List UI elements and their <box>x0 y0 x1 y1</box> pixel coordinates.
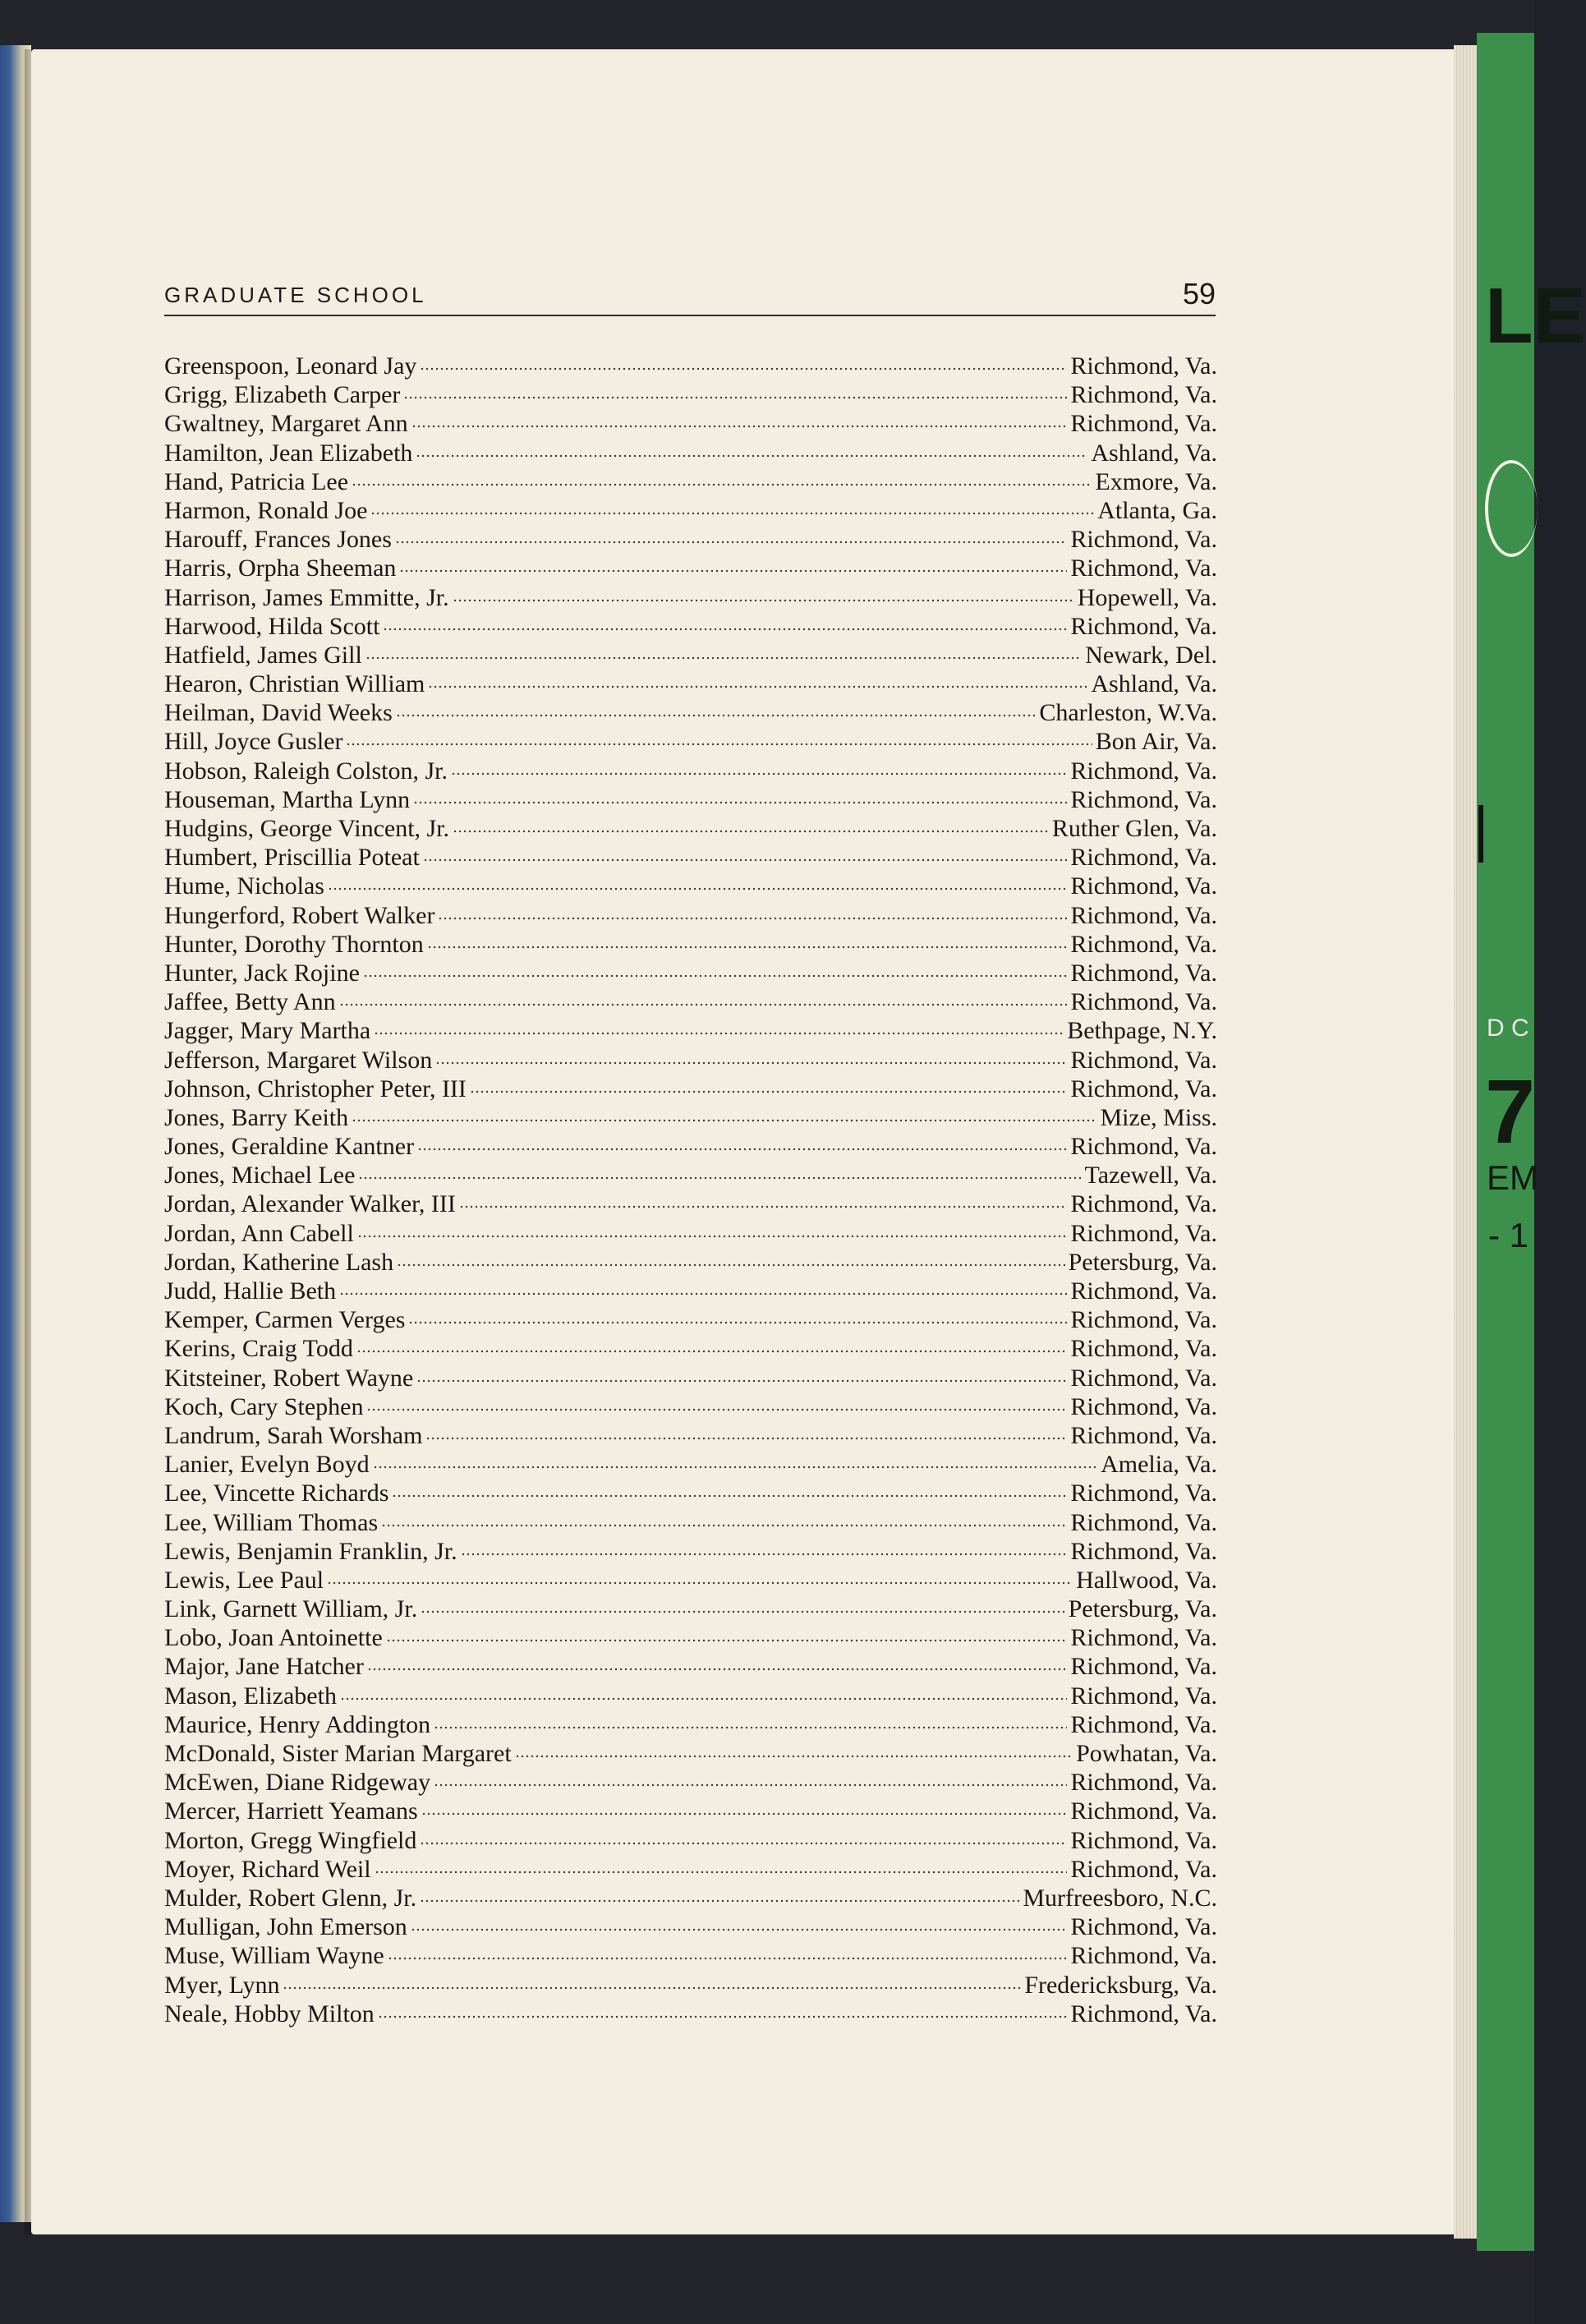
dot-leader <box>411 1927 1068 1932</box>
student-name: Jefferson, Margaret Wilson <box>164 1046 433 1074</box>
student-name: Lanier, Evelyn Boyd <box>164 1451 370 1479</box>
hometown: Richmond, Va. <box>1070 2000 1217 2027</box>
dot-leader <box>417 1147 1067 1152</box>
dot-leader <box>363 973 1067 978</box>
hometown: Richmond, Va. <box>1070 785 1217 813</box>
dot-leader <box>381 1523 1067 1528</box>
list-item <box>164 1479 1217 1507</box>
list-item <box>164 1884 1217 1912</box>
hometown: Hopewell, Va. <box>1077 583 1217 611</box>
list-item <box>164 439 1217 467</box>
student-name: Harrison, James Emmitte, Jr. <box>164 583 449 611</box>
student-name: Jones, Geraldine Kantner <box>164 1133 415 1161</box>
student-name: McEwen, Diane Ridgeway <box>164 1769 431 1797</box>
list-item <box>164 352 1217 380</box>
hometown: Atlanta, Ga. <box>1097 496 1217 524</box>
list-item <box>164 785 1217 814</box>
dot-leader <box>411 424 1068 429</box>
hometown: Richmond, Va. <box>1070 555 1217 582</box>
student-name: Lewis, Lee Paul <box>164 1566 324 1594</box>
student-name: Mulder, Robert Glenn, Jr. <box>164 1884 417 1912</box>
hometown: Richmond, Va. <box>1070 1913 1217 1941</box>
dot-leader <box>515 1754 1073 1759</box>
dot-leader <box>339 1291 1067 1296</box>
dot-leader <box>356 1349 1068 1354</box>
dot-leader <box>358 1176 1081 1180</box>
student-name: Neale, Hobby Milton <box>164 2000 375 2027</box>
student-name: Harris, Orpha Sheeman <box>164 555 397 582</box>
hometown: Richmond, Va. <box>1070 381 1217 409</box>
dot-leader <box>416 453 1087 458</box>
dot-leader <box>459 1204 1068 1209</box>
hometown: Richmond, Va. <box>1070 1392 1217 1420</box>
list-item <box>164 670 1217 698</box>
hometown: Richmond, Va. <box>1070 1653 1217 1681</box>
hometown: Richmond, Va. <box>1070 959 1217 987</box>
dot-leader <box>427 945 1068 950</box>
student-name: Heilman, David Weeks <box>164 699 393 727</box>
student-name: Harouff, Frances Jones <box>164 526 392 554</box>
hometown: Richmond, Va. <box>1070 1335 1217 1363</box>
list-item <box>164 1537 1217 1566</box>
dot-leader <box>408 1320 1067 1325</box>
hometown: Tazewell, Va. <box>1084 1162 1217 1190</box>
hometown: Richmond, Va. <box>1070 1826 1217 1854</box>
student-name: Muse, William Wayne <box>164 1942 384 1970</box>
hometown: Richmond, Va. <box>1070 1710 1217 1738</box>
hometown: Richmond, Va. <box>1070 1624 1217 1652</box>
hometown: Richmond, Va. <box>1070 930 1217 958</box>
hometown: Bethpage, N.Y. <box>1067 1017 1217 1045</box>
student-name: Hobson, Raleigh Colston, Jr. <box>164 757 448 785</box>
list-item <box>164 1768 1217 1797</box>
list-item <box>164 1219 1217 1248</box>
student-name: Link, Garnett William, Jr. <box>164 1595 418 1623</box>
hometown: Richmond, Va. <box>1070 757 1217 785</box>
student-name: Kerins, Craig Todd <box>164 1335 353 1363</box>
hometown: Richmond, Va. <box>1070 844 1217 872</box>
dot-leader <box>425 1436 1067 1441</box>
dot-leader <box>340 1696 1067 1701</box>
student-name: Jordan, Alexander Walker, III <box>164 1190 456 1218</box>
dot-leader <box>453 829 1049 834</box>
student-name: Myer, Lynn <box>164 1971 280 1999</box>
list-item <box>164 1248 1217 1277</box>
hometown: Richmond, Va. <box>1070 1046 1217 1074</box>
list-item <box>164 467 1217 496</box>
student-name: Hill, Joyce Gusler <box>164 728 343 756</box>
dot-leader <box>375 1870 1068 1875</box>
dot-leader <box>352 1118 1096 1123</box>
list-item <box>164 727 1217 756</box>
list-item <box>164 1912 1217 1941</box>
running-header <box>164 275 1216 316</box>
dot-leader <box>383 627 1067 632</box>
list-item <box>164 959 1217 987</box>
dot-leader <box>388 1956 1068 1961</box>
list-item <box>164 1623 1217 1652</box>
dot-leader <box>328 886 1067 891</box>
student-name: Kitsteiner, Robert Wayne <box>164 1364 414 1392</box>
student-name: Landrum, Sarah Worsham <box>164 1421 423 1449</box>
section-title: GRADUATE SCHOOL <box>164 283 427 307</box>
dot-leader <box>438 916 1067 921</box>
student-name: Hearon, Christian William <box>164 670 425 698</box>
dot-leader <box>435 1061 1067 1065</box>
student-name: Major, Jane Hatcher <box>164 1653 364 1681</box>
dot-leader <box>399 568 1067 573</box>
dot-leader <box>413 800 1067 805</box>
hometown: Charleston, W.Va. <box>1039 699 1217 727</box>
dot-leader <box>420 1898 1019 1903</box>
student-name: Lewis, Benjamin Franklin, Jr. <box>164 1537 457 1565</box>
student-name: Jagger, Mary Martha <box>164 1017 371 1045</box>
dot-leader <box>392 1493 1067 1498</box>
student-name: Mercer, Harriett Yeamans <box>164 1797 418 1825</box>
hometown: Richmond, Va. <box>1070 1508 1217 1536</box>
list-item <box>164 1595 1217 1623</box>
dot-leader <box>451 771 1067 776</box>
student-name: Humbert, Priscillia Poteat <box>164 844 420 872</box>
hometown: Bon Air, Va. <box>1095 728 1217 756</box>
student-name: Lobo, Joan Antoinette <box>164 1624 383 1652</box>
hometown: Petersburg, Va. <box>1068 1595 1217 1623</box>
page-number: 59 <box>1182 277 1216 311</box>
dot-leader <box>420 1841 1067 1846</box>
list-item <box>164 1941 1217 1970</box>
dot-leader <box>367 1667 1068 1672</box>
student-name: Houseman, Martha Lynn <box>164 785 411 813</box>
dot-leader <box>470 1089 1067 1094</box>
student-name: Koch, Cary Stephen <box>164 1392 364 1420</box>
dot-leader <box>373 1465 1098 1470</box>
hometown: Exmore, Va. <box>1095 467 1217 495</box>
student-name: Johnson, Christopher Peter, III <box>164 1075 467 1102</box>
facing-page-text: - 1 <box>1488 1216 1529 1254</box>
facing-page-ring <box>1485 460 1538 557</box>
hometown: Hallwood, Va. <box>1076 1566 1217 1594</box>
list-item <box>164 1826 1217 1855</box>
hometown: Richmond, Va. <box>1070 988 1217 1016</box>
dot-leader <box>461 1552 1068 1557</box>
student-name: Greenspoon, Leonard Jay <box>164 352 417 380</box>
student-name: Grigg, Elizabeth Carper <box>164 381 401 409</box>
list-item <box>164 1710 1217 1739</box>
list-item <box>164 901 1217 930</box>
dot-leader <box>416 1378 1067 1383</box>
facing-page-text: EM <box>1487 1158 1538 1197</box>
list-item <box>164 525 1217 554</box>
dot-leader <box>283 1986 1021 1990</box>
student-name: Hatfield, James Gill <box>164 641 362 669</box>
hometown: Richmond, Va. <box>1070 1190 1217 1218</box>
hometown: Richmond, Va. <box>1070 1537 1217 1565</box>
page-stack-edge <box>1454 45 1477 2239</box>
hometown: Amelia, Va. <box>1101 1451 1217 1479</box>
hometown: Richmond, Va. <box>1070 612 1217 640</box>
list-item <box>164 409 1217 438</box>
student-name: Hungerford, Robert Walker <box>164 901 435 929</box>
list-item <box>164 1566 1217 1595</box>
dot-leader <box>346 742 1092 747</box>
dot-leader <box>423 858 1068 863</box>
list-item <box>164 583 1217 612</box>
list-item <box>164 1392 1217 1421</box>
list-item <box>164 380 1217 409</box>
list-item <box>164 1508 1217 1537</box>
list-item <box>164 1364 1217 1392</box>
dot-leader <box>428 684 1087 689</box>
list-item <box>164 2000 1217 2028</box>
student-name: Hamilton, Jean Elizabeth <box>164 439 413 467</box>
hometown: Ruther Glen, Va. <box>1051 815 1217 842</box>
student-name: Lee, William Thomas <box>164 1508 379 1536</box>
hometown: Richmond, Va. <box>1070 1480 1217 1507</box>
dot-leader <box>395 540 1068 545</box>
hometown: Richmond, Va. <box>1070 352 1217 380</box>
hometown: Richmond, Va. <box>1070 1797 1217 1825</box>
student-name: Gwaltney, Margaret Ann <box>164 410 408 438</box>
dot-leader <box>421 1609 1064 1614</box>
hometown: Richmond, Va. <box>1070 1277 1217 1305</box>
list-item <box>164 987 1217 1016</box>
dot-leader <box>357 1234 1068 1239</box>
student-name: Jordan, Katherine Lash <box>164 1248 394 1276</box>
hometown: Powhatan, Va. <box>1076 1740 1217 1767</box>
hometown: Richmond, Va. <box>1070 1075 1217 1102</box>
hometown: Murfreesboro, N.C. <box>1023 1884 1217 1912</box>
list-item <box>164 1016 1217 1045</box>
dot-leader <box>403 395 1067 400</box>
dot-leader <box>434 1783 1067 1788</box>
list-item <box>164 1161 1217 1190</box>
list-item <box>164 757 1217 785</box>
hometown: Newark, Del. <box>1085 641 1217 669</box>
dot-leader <box>420 366 1067 371</box>
hometown: Richmond, Va. <box>1070 1942 1217 1970</box>
student-name: Jones, Michael Lee <box>164 1162 356 1190</box>
student-name: Jones, Barry Keith <box>164 1103 349 1131</box>
dot-leader <box>386 1638 1068 1643</box>
student-name: Maurice, Henry Addington <box>164 1710 431 1738</box>
list-item <box>164 698 1217 727</box>
dot-leader <box>352 482 1092 487</box>
hometown: Petersburg, Va. <box>1068 1248 1217 1276</box>
student-name: Hunter, Dorothy Thornton <box>164 930 424 958</box>
student-name: McDonald, Sister Marian Margaret <box>164 1740 512 1767</box>
student-name: Jordan, Ann Cabell <box>164 1219 354 1247</box>
list-item <box>164 1305 1217 1334</box>
dot-leader <box>327 1581 1073 1585</box>
hometown: Richmond, Va. <box>1070 901 1217 929</box>
list-item <box>164 872 1217 900</box>
dot-leader <box>397 1263 1065 1268</box>
student-name: Hand, Patricia Lee <box>164 467 349 495</box>
list-item <box>164 843 1217 872</box>
student-name: Morton, Gregg Wingfield <box>164 1826 417 1854</box>
list-item <box>164 1652 1217 1681</box>
dot-leader <box>421 1811 1068 1816</box>
student-name: Lee, Vincette Richards <box>164 1480 389 1507</box>
student-name: Harwood, Hilda Scott <box>164 612 380 640</box>
list-item <box>164 1046 1217 1075</box>
hometown: Richmond, Va. <box>1070 1219 1217 1247</box>
dot-leader <box>370 511 1094 516</box>
list-item <box>164 1277 1217 1305</box>
hometown: Richmond, Va. <box>1070 1855 1217 1883</box>
dot-leader <box>434 1725 1067 1730</box>
hometown: Richmond, Va. <box>1070 872 1217 900</box>
dot-leader <box>378 2014 1068 2019</box>
student-name: Hunter, Jack Rojine <box>164 959 360 987</box>
student-name: Moyer, Richard Weil <box>164 1855 371 1883</box>
hometown: Mize, Miss. <box>1100 1103 1217 1131</box>
list-item <box>164 1797 1217 1825</box>
student-name: Hume, Nicholas <box>164 872 324 900</box>
list-item <box>164 1421 1217 1450</box>
student-name: Harmon, Ronald Joe <box>164 496 368 524</box>
list-item <box>164 612 1217 641</box>
list-item <box>164 1450 1217 1479</box>
list-item <box>164 1334 1217 1363</box>
hometown: Richmond, Va. <box>1070 1306 1217 1334</box>
hometown: Richmond, Va. <box>1070 1682 1217 1710</box>
list-item <box>164 1075 1217 1103</box>
list-item <box>164 1190 1217 1218</box>
dot-leader <box>453 598 1074 603</box>
list-item <box>164 1682 1217 1710</box>
list-item <box>164 1971 1217 2000</box>
dot-leader <box>374 1031 1064 1036</box>
list-item <box>164 641 1217 670</box>
student-name: Hudgins, George Vincent, Jr. <box>164 815 450 842</box>
dot-leader <box>365 656 1082 660</box>
list-item <box>164 1855 1217 1884</box>
hometown: Ashland, Va. <box>1091 439 1217 467</box>
list-item <box>164 814 1217 843</box>
facing-page-text: D C <box>1487 1015 1529 1042</box>
list-item <box>164 554 1217 582</box>
list-item <box>164 496 1217 525</box>
hometown: Richmond, Va. <box>1070 1769 1217 1797</box>
hometown: Fredericksburg, Va. <box>1024 1971 1217 1999</box>
student-name: Mulligan, John Emerson <box>164 1913 407 1941</box>
student-name: Mason, Elizabeth <box>164 1682 337 1710</box>
list-item <box>164 1103 1217 1132</box>
hometown: Richmond, Va. <box>1070 1421 1217 1449</box>
facing-page-mark <box>1478 805 1483 863</box>
student-name: Judd, Hallie Beth <box>164 1277 337 1305</box>
student-name: Jaffee, Betty Ann <box>164 988 336 1016</box>
facing-page-text: 7 <box>1485 1061 1536 1162</box>
dot-leader <box>366 1407 1067 1412</box>
hometown: Ashland, Va. <box>1091 670 1217 698</box>
list-item <box>164 930 1217 959</box>
list-item <box>164 1132 1217 1161</box>
dot-leader <box>339 1002 1068 1007</box>
student-directory-list <box>164 352 1217 2028</box>
hometown: Richmond, Va. <box>1070 1364 1217 1392</box>
dot-leader <box>396 713 1037 718</box>
list-item <box>164 1739 1217 1768</box>
hometown: Richmond, Va. <box>1070 526 1217 554</box>
hometown: Richmond, Va. <box>1070 410 1217 438</box>
facing-page-text: LE <box>1485 272 1586 360</box>
hometown: Richmond, Va. <box>1070 1133 1217 1161</box>
student-name: Kemper, Carmen Verges <box>164 1306 406 1334</box>
